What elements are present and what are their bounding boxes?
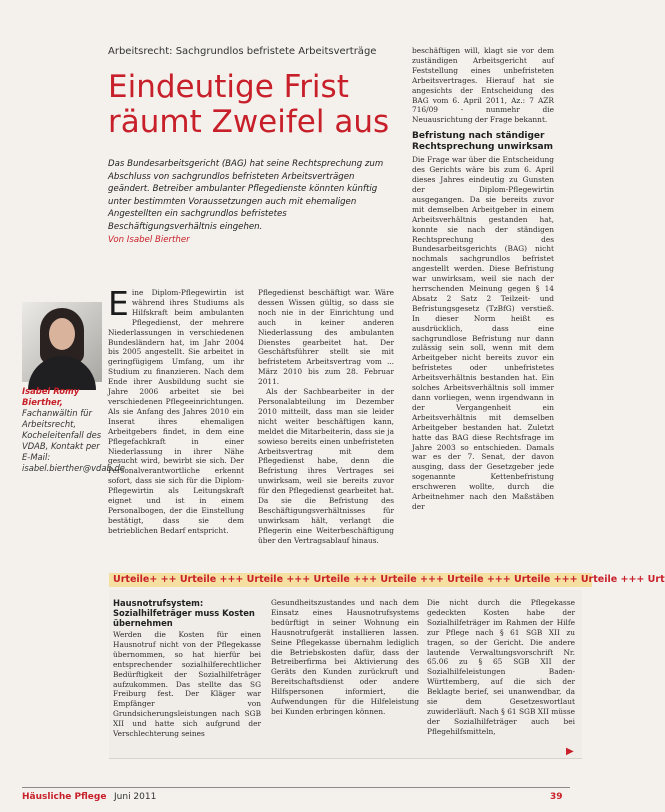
column-2-text-2: Als der Sachbearbeiter in der Personalabteilung im Dezember 2010 mitteilt, dass man sie leider nicht weiter beschäftigen kann, meldet die Mitarbeiterin, dass sie ja sowieso bereits einen unbefristeten Arbeitsvertrag mit dem Pflegedienst habe, denn die Befristung ihres Vertrages sei unwirksam, weil sie bereits zuvor für den Pflegedienst gearbeitet hat. Da sie die Befristung des Beschäftigungsverhältnisses für unwirksam hält, verlangt die Pflegerin eine Weiterbeschäftigung über den Vertragsablauf hinaus. bbox=[258, 387, 394, 545]
urteil-column-2-text: Gesundheitszustandes und nach dem Einsatz eines Hausnotrufsystems bedürftigt in seiner Wohnung ein Hausnotrufgerät installieren lassen. Seine Pflegekasse übernahm lediglich die Betriebskosten dafür, dass der Betreiberfirma bei Aktivierung des Geräts den Kunden zurückruft und Bereitschaftsdienst oder andere Hilfspersonen informiert, die Aufwendungen für die Hilfeleistung bei Kunden erbringen können. bbox=[271, 598, 419, 716]
urteil-card bbox=[109, 590, 582, 759]
author-caption-name: Isabel Romy Bierther, bbox=[22, 386, 80, 407]
urteil-title: Hausnotrufsystem: Sozialhilfeträger muss Kosten übernehmen bbox=[113, 598, 255, 628]
author-caption-text: Fachanwältin für Arbeitsrecht, Kocheleitenfall des VDAB, Kontakt per E-Mail: isabel.bierther@vdab.de bbox=[22, 408, 125, 473]
column-3-text: beschäftigen will, klagt sie vor dem zuständigen Arbeitsgericht auf Feststellung eines unbefristeten Arbeitsvertrages. Hierauf hat sie angesichts der Entscheidung des BAG vom 6. April 2011, Az.: 7 AZR 716/09 - nunmehr die Neuausrichtung der Frage bekannt. bbox=[412, 46, 554, 125]
urteil-column-2 bbox=[271, 598, 419, 754]
article-kicker: Arbeitsrecht: Sachgrundlos befristete Arbeitsverträge bbox=[108, 46, 377, 57]
footer-magazine-name: Häusliche Pflege bbox=[22, 792, 107, 802]
article-author: Von Isabel Bierther bbox=[108, 234, 190, 245]
column-1-body: ine Diplom-Pflegewirtin ist während ihres Studiums als Hilfskraft beim ambulanten Pflegedienst, der mehrere Niederlassungen in verschiedenen Bundesländern hat, im Jahr 2004 bis 2005 angestellt. Sie arbeitet in geringfügigem Umfang, um ihr Studium zu finanzieren. Nach dem Ende ihrer Ausbildung sucht sie Jahre 2006 arbeitet sie bei verschiedenen Pflegeeinrichtungen. Als sie Anfang des Jahres 2010 ein Inserat ihres ehemaligen Arbeitgebers findet, in dem eine Pflegefachkraft in einer Niederlassung in ihrer Nähe gesucht wird, bewirbt sie sich. Der Personalverantwortliche erkennt sofort, dass sie sich für die Diplom-Pflegewirtin als Leitungskraft eignet und ist in einem Personalbogen, der die Einstellung bestätigt, dass sie dem betrieblichen Bedarf entspricht. bbox=[108, 288, 244, 535]
column-3-subhead: Befristung nach ständiger Rechtsprechung unwirksam bbox=[412, 131, 553, 153]
footer-divider bbox=[22, 787, 570, 788]
photo-shoulders bbox=[28, 356, 96, 390]
urteil-column-3-text: Die nicht durch die Pflegekasse gedeckten Kosten habe der Sozialhilfeträger im Rahmen der Hilfe zur Pflege nach § 61 SGB XII zu tragen, so der Gericht. Die andere lautende Verwaltungsvorschrift Nr. 65.06 zu § 65 SGB XII der Sozialhilfeleistungen Baden-Württemberg, auf die sich der Beklagte berief, sei unanwendbar, da sie dem Gesetzeswortlaut zuwiderläuft. Nach § 61 SGB XII müsse der Sozialhilfeträger auch bei Pflegehilfsmitteln, bbox=[427, 598, 575, 736]
column-3-text-2: Die Frage war über die Entscheidung des Gerichts wäre bis zum 6. April dieses Jahres eindeutig zu Gunsten der Diplom-Pflegewirtin ausgegangen. Da sie bereits zuvor mit demselben Arbeitgeber in einem Arbeitsverhältnis gestanden hat, konnte sie nach der ständigen Rechtsprechung des Bundesarbeitsgerichts (BAG) nicht nochmals sachgrundlos befristet angestellt werden. Diese Befristung war unwirksam, weil sie nach der herrschenden Meinung gegen § 14 Absatz 2 Satz 2 Teilzeit- und Befristungsgesetz (TzBfG) verstieß. In dieser Norm heißt es ausdrücklich, dass eine sachgrundlose Befristung nur dann zulässig sein soll, wenn mit dem Arbeitgeber nicht bereits zuvor ein befristetes oder unbefristetes Arbeitsverhältnis bestanden hat. Ein solches Arbeitsverhältnis soll immer dann vorliegen, wenn irgendwann in der Vergangenheit ein Arbeitsverhältnis mit demselben Arbeitgeber bestanden hat. Zuletzt hatte das BAG diese Rechtsfrage im Jahre 2003 so entschieden. Damals war es der 7. Senat, der davon ausging, dass der Gesetzgeber jede sogenannte Kettenbefristung erschweren wollte, durch die Arbeitnehmer nach den Maßstäben der bbox=[412, 155, 554, 511]
article-lead bbox=[108, 158, 396, 246]
article-column-3 bbox=[412, 46, 554, 566]
drop-cap: E bbox=[108, 284, 129, 323]
author-photo bbox=[22, 302, 102, 382]
urteile-band-text: Urteile+ ++ Urteile +++ Urteile +++ Urteile +++ Urteile +++ Urteile +++ Urteile +++ Urteile +++ Urt bbox=[113, 574, 665, 585]
continue-arrow-icon: ▶ bbox=[566, 746, 574, 757]
column-2-text: Pflegedienst beschäftigt war. Wäre dessen Wissen gültig, so dass sie noch nie in der Einrichtung und auch in keiner anderen Niederlassung des ambulanten Dienstes gearbeitet hat. Der Geschäftsführer stellt sie mit befristetem Arbeitsvertrag vom ... März 2010 bis zum 28. Februar 2011. bbox=[258, 288, 394, 387]
author-caption bbox=[22, 386, 125, 474]
column-1-text bbox=[108, 284, 244, 536]
article-headline: Eindeutige Frist räumt Zweifel aus bbox=[108, 69, 390, 140]
urteil-column-1-text: Werden die Kosten für einen Hausnotruf nicht von der Pflegekasse übernommen, so hat hierfür bei entsprechender sozialhilferechtlicher Bedürftigkeit der Sozialhilfeträger aufzukommen. Das stellte das SG Freiburg fest. Der Kläger war Empfänger von Grundsicherungsleistungen nach SGB XII und hatte sich aufgrund der Verschlechterung seines bbox=[113, 630, 261, 739]
photo-face bbox=[49, 318, 75, 350]
footer-page-number: 39 bbox=[550, 792, 563, 802]
article-column-1 bbox=[108, 284, 244, 566]
urteil-column-1 bbox=[113, 598, 261, 754]
footer-issue: Juni 2011 bbox=[114, 792, 157, 802]
urteil-column-3 bbox=[427, 598, 575, 754]
lead-text: Das Bundesarbeitsgericht (BAG) hat seine Rechtsprechung zum Abschluss von sachgrundlos befristeten Arbeitsverträgen geändert. Betreiber ambulanter Pflegedienste könnten künftig unter bestimmten Voraussetzungen auch mit ehemaligen Angestellten ein sachgrundlos befristetes Beschäftigungsverhältnis eingehen. bbox=[108, 159, 384, 232]
urteile-band bbox=[109, 573, 665, 587]
article-column-2 bbox=[258, 288, 394, 566]
